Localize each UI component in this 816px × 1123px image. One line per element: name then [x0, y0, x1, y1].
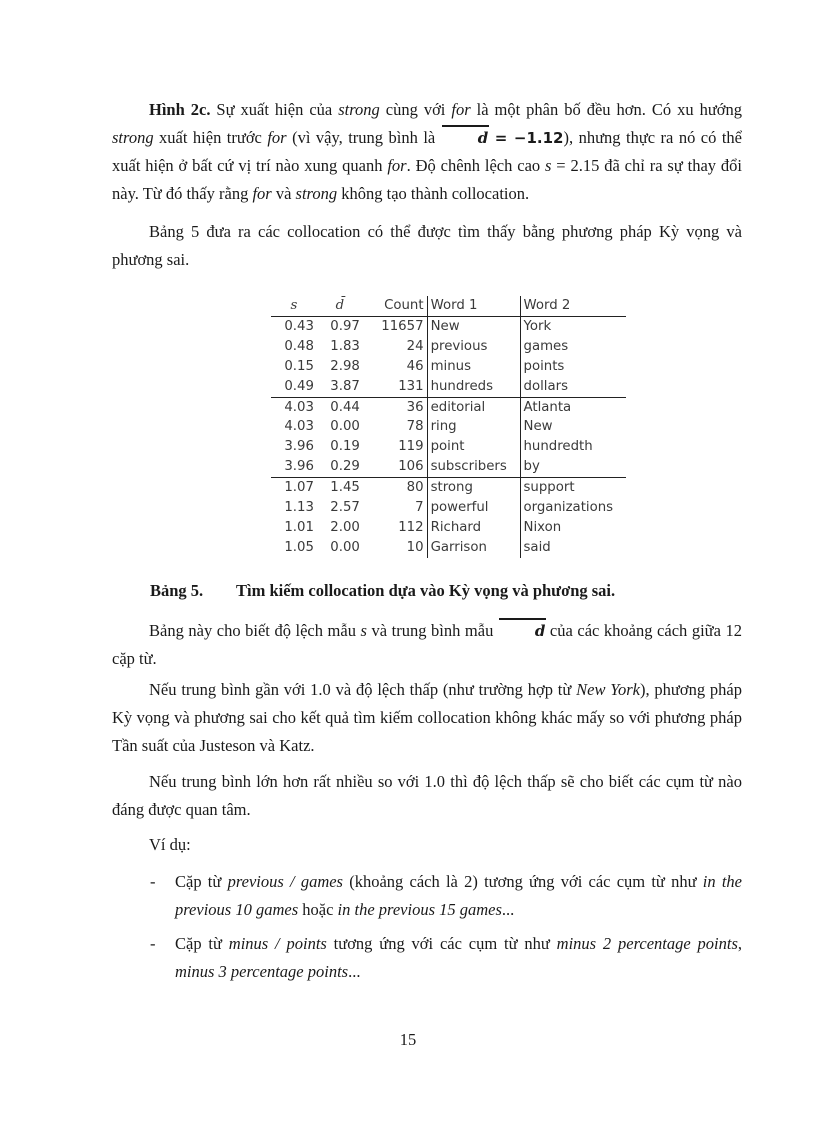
cell-word2: New [520, 417, 626, 437]
cell-d: 1.83 [330, 338, 360, 354]
cell-word1: powerful [427, 498, 520, 518]
header-d: d̄ [317, 296, 363, 316]
cell-word2: dollars [520, 377, 626, 397]
cell-s: 3.96 [271, 457, 317, 477]
cell-word2: by [520, 457, 626, 477]
cell-word1: ring [427, 417, 520, 437]
table-row [271, 478, 626, 498]
page-number: 15 [399, 1030, 417, 1049]
mean-formula: d = −1.12 [441, 129, 564, 147]
cell-word1: editorial [427, 397, 520, 417]
cell-word2: organizations [520, 498, 626, 518]
cell-word1: Richard [427, 518, 520, 538]
cell-s: 1.07 [284, 480, 314, 496]
cell-d: 0.00 [330, 419, 360, 435]
cell-d: 2.00 [330, 519, 360, 535]
cell-s: 1.13 [284, 500, 314, 516]
cell-s: 0.43 [284, 318, 314, 334]
paragraph-example-label: Ví dụ: [149, 835, 191, 854]
table-row [271, 357, 626, 377]
cell-word1: subscribers [427, 457, 520, 477]
cell-word1: strong [427, 478, 520, 498]
paragraph-table-explanation: Bảng này cho biết độ lệch mẫu s và trung bình mẫu d của các khoảng cách giữa 12 cặp từ. [112, 617, 742, 673]
cell-word2: Nixon [520, 518, 626, 538]
cell-word2: York [520, 316, 626, 336]
table-row [271, 437, 626, 457]
cell-d: 0.00 [330, 539, 360, 555]
cell-word2: support [520, 478, 626, 498]
figure-label: Hình 2c. [149, 100, 211, 119]
table-row [271, 377, 626, 397]
header-s: s [271, 296, 317, 316]
cell-count: 11657 [381, 318, 424, 334]
cell-d: 2.98 [330, 358, 360, 374]
cell-s: 0.49 [271, 377, 317, 397]
cell-word1: point [427, 437, 520, 457]
table-header-row [271, 296, 626, 316]
table-row [271, 316, 626, 336]
cell-count: 7 [415, 500, 424, 516]
collocation-table [271, 296, 626, 558]
cell-s: 1.05 [284, 539, 314, 555]
header-word1: Word 1 [427, 296, 520, 316]
table-row [271, 538, 626, 558]
caption-number: Bảng 5. [150, 581, 204, 600]
cell-d: 0.97 [330, 318, 360, 334]
cell-count: 119 [398, 439, 424, 455]
cell-s: 4.03 [284, 419, 314, 435]
cell-count: 80 [406, 480, 424, 496]
cell-count: 24 [406, 338, 424, 354]
table-row [271, 498, 626, 518]
cell-word1: minus [427, 357, 520, 377]
paragraph-figure-2c: Hình 2c. Sự xuất hiện của strong cùng với for là một phân bố đều hơn. Có xu hướng strong xuất hiện trước for (vì vậy, trung bình là d = −1.12), nhưng thực ra nó có thể xuất hiện ở bất cứ vị trí nào xung quanh for. Độ chênh lệch cao s = 2.15 đã chỉ ra sự thay đổi này. Từ đó thấy rằng for và strong không tạo thành collocation. [112, 100, 743, 203]
paragraph-table-intro: Bảng 5 đưa ra các collocation có thể được tìm thấy bằng phương pháp Kỳ vọng và phương sai. [112, 222, 742, 269]
cell-count: 78 [406, 419, 424, 435]
table-row [271, 337, 626, 357]
cell-d: 3.87 [317, 377, 363, 397]
cell-d: 1.45 [330, 480, 360, 496]
bullet-item-1: - Cặp từ previous / games (khoảng cách là 2) tương ứng với các cụm từ như in the previous 10 games hoặc in the previous 15 games... [150, 872, 742, 919]
cell-count: 112 [398, 519, 424, 535]
cell-count: 46 [406, 358, 424, 374]
table-caption [150, 577, 615, 605]
cell-count: 36 [406, 399, 424, 415]
paragraph-new-york: Nếu trung bình gần với 1.0 và độ lệch thấp (như trường hợp từ New York), phương pháp Kỳ vọng và phương sai cho kết quả tìm kiếm collocation không khác mấy so với phương pháp Tần suất của Justeson và Katz. [112, 680, 742, 755]
cell-word1: New [427, 316, 520, 336]
cell-word2: points [520, 357, 626, 377]
cell-count: 106 [363, 457, 427, 477]
cell-word2: games [520, 337, 626, 357]
cell-word1: Garrison [427, 538, 520, 558]
table-row [271, 417, 626, 437]
table-body [271, 316, 626, 557]
caption-text: Tìm kiếm collocation dựa vào Kỳ vọng và phương sai. [236, 581, 616, 600]
cell-d: 0.44 [330, 399, 360, 415]
cell-count: 10 [406, 539, 424, 555]
cell-d: 2.57 [330, 500, 360, 516]
cell-s: 3.96 [284, 439, 314, 455]
cell-word1: previous [427, 337, 520, 357]
cell-s: 0.15 [284, 358, 314, 374]
cell-d: 0.29 [317, 457, 363, 477]
cell-word2: Atlanta [520, 397, 626, 417]
table-row [271, 518, 626, 538]
cell-s: 1.01 [284, 519, 314, 535]
table-row [271, 457, 626, 477]
cell-count: 131 [363, 377, 427, 397]
cell-s: 0.48 [284, 338, 314, 354]
bullet-item-2: - Cặp từ minus / points tương ứng với các cụm từ như minus 2 percentage points, minus 3 percentage points... [150, 934, 742, 981]
cell-d: 0.19 [330, 439, 360, 455]
table-row [271, 397, 626, 417]
header-count: Count [363, 296, 427, 316]
paragraph-large-mean: Nếu trung bình lớn hơn rất nhiều so với 1.0 thì độ lệch thấp sẽ cho biết các cụm từ nào đáng được quan tâm. [112, 772, 742, 819]
cell-word2: said [520, 538, 626, 558]
cell-word1: hundreds [427, 377, 520, 397]
cell-s: 4.03 [284, 399, 314, 415]
cell-word2: hundredth [520, 437, 626, 457]
header-word2: Word 2 [520, 296, 626, 316]
